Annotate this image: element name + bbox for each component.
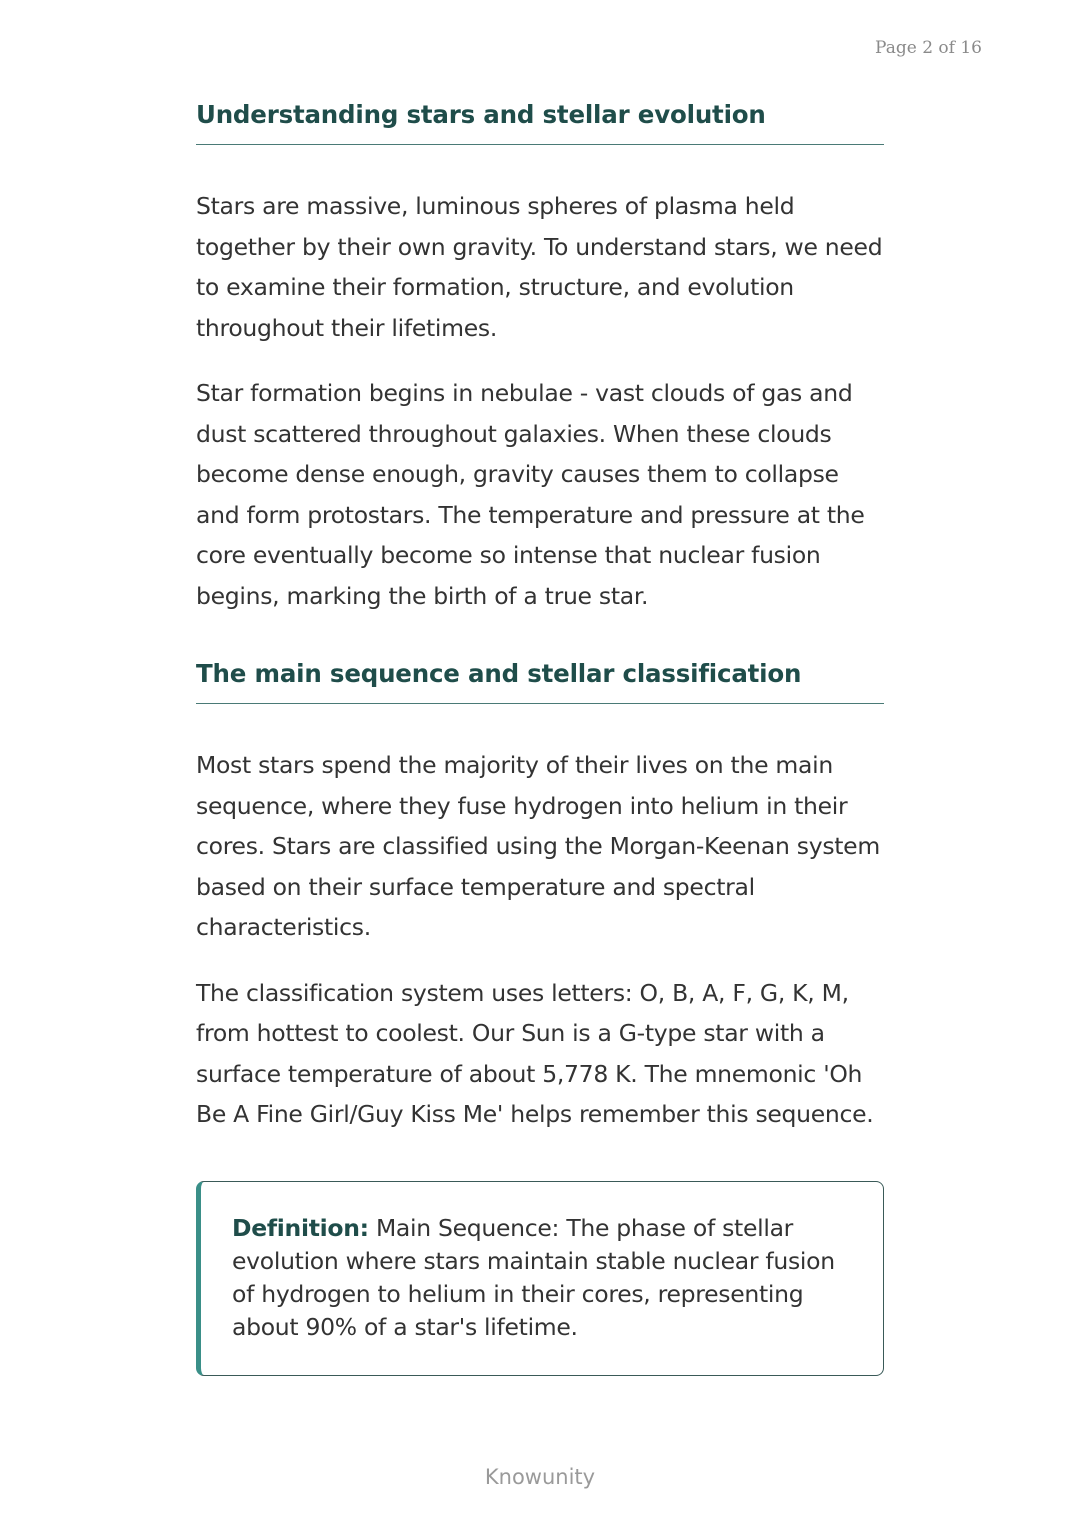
definition-body: Main Sequence: The phase of stellar evolution where stars maintain stable nuclear fusion of hydrogen to helium in their cores, representing about 90% of a star's lifetime. — [232, 1213, 835, 1341]
paragraph-classification: The classification system uses letters: O, B, A, F, G, K, M, from hottest to coolest. Our Sun is a G-type star with a surface temperature of about 5,778 K. The mnemonic 'Oh Be A Fine Girl/Guy Kiss Me' helps remember this sequence. — [196, 978, 874, 1128]
section-heading-stellar-evolution: Understanding stars and stellar evolution — [196, 97, 884, 145]
definition-text — [232, 1212, 857, 1344]
page-number: Page 2 of 16 — [875, 38, 982, 58]
paragraph-stars-intro: Stars are massive, luminous spheres of plasma held together by their own gravity. To understand stars, we need to examine their formation, structure, and evolution throughout their lifetimes. — [196, 192, 883, 342]
paragraph-main-sequence: Most stars spend the majority of their lives on the main sequence, where they fuse hydrogen into helium in their cores. Stars are classified using the Morgan-Keenan system based on their surface temperature and spectral characteristics. — [196, 751, 880, 941]
document-content — [196, 97, 884, 1376]
definition-box — [196, 1181, 884, 1376]
paragraph-star-formation: Star formation begins in nebulae - vast clouds of gas and dust scattered throughout galaxies. When these clouds become dense enough, gravity causes them to collapse and form protostars. The temperature and pressure at the core eventually become so intense that nuclear fusion begins, marking the birth of a true star. — [196, 379, 865, 610]
footer-brand: Knowunity — [484, 1465, 596, 1489]
section-heading-main-sequence: The main sequence and stellar classification — [196, 656, 884, 704]
definition-term: Definition: — [232, 1213, 369, 1242]
